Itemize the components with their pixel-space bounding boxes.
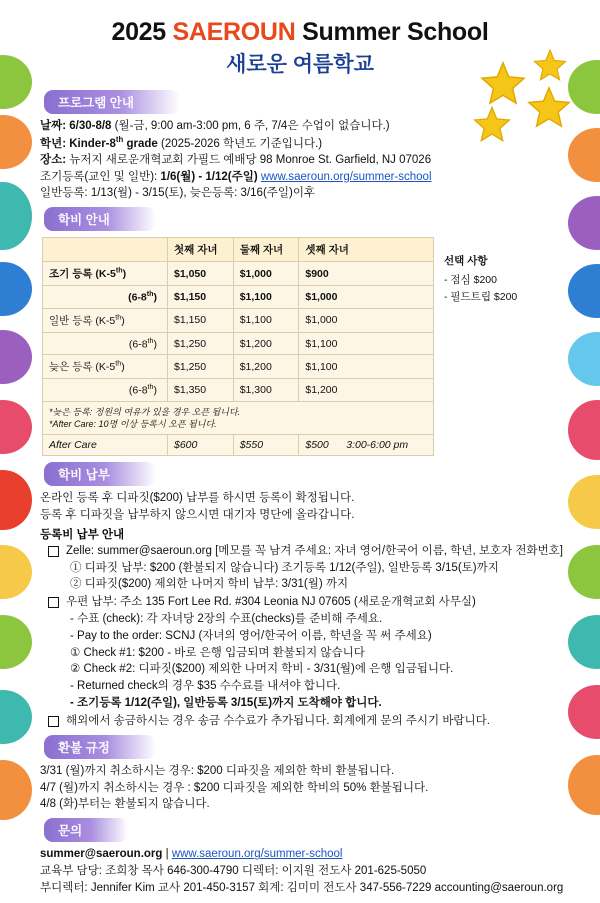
table-note-row [43,401,434,434]
row-value: $1,250 [168,355,234,379]
payment-intro-1: 온라인 등록 후 디파짓($200) 납부를 하시면 등록이 확정됩니다. [40,492,355,505]
overseas-line: 해외에서 송금하시는 경우 송금 수수료가 추가됩니다. 회계에게 문의 주시기 바랍니다. [66,714,490,727]
program-grade-line: 학년: Kinder-8th grade (2025-2026 학년도 기준입니다.) [40,135,323,151]
row-value: $1,000 [299,286,434,309]
mail-detail-check2: ② Check #2: 디파짓($200) 제외한 나머지 학비 - 3/31(월)에 은행 입금됩니다. [70,663,454,676]
row-value: $1,200 [233,332,299,355]
row-label: 조기 등록 (K-5th) [43,262,168,286]
optional-item-lunch: - 점심 $200 [444,274,497,287]
row-value: $1,150 [168,308,234,332]
row-value: $1,100 [233,286,299,309]
aftercare-value: $600 [168,435,234,456]
row-value: $1,100 [233,308,299,332]
refund-line-3: 4/8 (화)부터는 환불되지 않습니다. [40,798,210,811]
section-heading-program: 프로그램 안내 [44,90,180,114]
mail-detail-check: - 수표 (check): 각 자녀당 2장의 수표(checks)를 준비해 주세요. [70,612,383,625]
refund-line-1: 3/31 (월)까지 취소하시는 경우: $200 디파짓을 제외한 학비 환불됩니다. [40,765,395,778]
program-details [30,118,570,201]
row-label: (6-8th) [43,379,168,402]
contact-email[interactable]: summer@saeroun.org [40,848,163,861]
contact-email-line: summer@saeroun.org | www.saeroun.org/summer-school [40,848,343,861]
payment-method-zelle [40,543,570,560]
contact-line-2: 부디렉터: Jennifer Kim 교사 201-450-3157 회계: 김미미 전도사 347-556-7229 accounting@saeroun.org [40,881,564,894]
table-notes [43,401,434,434]
title-line-korean: 새로운 여름학교 [226,53,374,76]
note-aftercare: *After Care: 10명 이상 등록시 오픈 됩니다. [49,419,217,430]
row-value: $1,000 [233,262,299,286]
refund-line-2: 4/7 (월)까지 취소하시는 경우 : $200 디파짓을 제외한 학비의 50% 환불됩니다. [40,781,429,794]
row-label: (6-8th) [43,332,168,355]
checkbox-icon[interactable] [48,597,59,608]
table-header-row [43,238,434,262]
zelle-step-1: ① 디파짓 납부: $200 (환불되지 않습니다) 조기등록 1/12(주일), 일반등록 3/15(토)까지 [70,561,499,574]
row-value: $1,200 [233,355,299,379]
note-late-registration: *늦은 등록: 정원의 여유가 있을 경우 오픈 됩니다. [49,406,241,417]
payment-details [30,490,570,524]
tuition-table [42,237,434,456]
aftercare-label: After Care [43,435,168,456]
program-early-line: 조기등록(교인 및 일반): 1/6(월) - 1/12(주일) www.saeroun.org/summer-school [40,170,432,183]
row-value: $1,100 [299,332,434,355]
payment-method-overseas [40,713,570,730]
row-value: $1,200 [299,379,434,402]
table-row [43,308,434,332]
row-label: 늦은 등록 (K-5th) [43,355,168,379]
table-row [43,262,434,286]
program-place-line: 장소: 뉴저지 새로운개혁교회 가필드 예배당 98 Monroe St. Garfield, NJ 07026 [40,154,432,167]
table-row [43,286,434,309]
optional-items [444,237,517,305]
checkbox-icon[interactable] [48,546,59,557]
col-blank [43,238,168,262]
row-value: $900 [299,262,434,286]
optional-item-fieldtrip: - 필드트립 $200 [444,291,518,304]
col-first-child: 첫째 자녀 [168,238,234,262]
row-value: $1,000 [299,308,434,332]
mail-detail-payee: - Pay to the order: SCNJ (자녀의 영어/한국어 이름, 학년을 꼭 써 주세요) [70,629,432,642]
row-value: $1,150 [168,286,234,309]
summer-school-link[interactable]: www.saeroun.org/summer-school [260,170,432,183]
col-third-child: 셋째 자녀 [299,238,434,262]
table-row [43,332,434,355]
aftercare-value: $500 3:00-6:00 pm [299,435,434,456]
col-second-child: 둘째 자녀 [233,238,299,262]
section-heading-payment: 학비 납부 [44,462,156,486]
row-label: (6-8th) [43,286,168,309]
row-value: $1,250 [168,332,234,355]
payment-sub-heading: 등록비 납부 안내 [40,528,125,541]
row-value: $1,050 [168,262,234,286]
row-label: 일반 등록 (K-5th) [43,308,168,332]
section-heading-contact: 문의 [44,818,128,842]
row-value: $1,350 [168,379,234,402]
zelle-step-2: ② 디파짓($200) 제외한 나머지 학비 납부: 3/31(월) 까지 [70,578,349,591]
payment-intro-2: 등록 후 디파짓을 납부하지 않으시면 대기자 명단에 올라갑니다. [40,509,355,522]
section-heading-refund: 환불 규정 [44,735,156,759]
mail-detail-check1: ① Check #1: $200 - 바로 은행 입금되며 환불되지 않습니다 [70,646,365,659]
title-line-english: 2025 SAEROUN Summer School [111,18,489,46]
table-row [43,355,434,379]
tuition-area [30,237,570,456]
contact-line-1: 교육부 담당: 조희창 목사 646-300-4790 디렉터: 이지원 전도사 201-625-5050 [40,865,427,878]
aftercare-row [43,435,434,456]
mail-detail-deadline: - 조기등록 1/12(주일), 일반등록 3/15(토)까지 도착해야 합니다. [70,696,382,709]
page-title [30,18,570,78]
row-value: $1,300 [233,379,299,402]
checkbox-icon[interactable] [48,716,59,727]
payment-method-mail [40,594,570,611]
contact-website-link[interactable]: www.saeroun.org/summer-school [171,848,343,861]
mail-line: 우편 납부: 주소 135 Fort Lee Rd. #304 Leonia NJ 07605 (새로운개혁교회 사무실) [66,596,476,609]
aftercare-value: $550 [233,435,299,456]
optional-heading: 선택 사항 [444,255,488,268]
section-heading-tuition: 학비 안내 [44,207,156,231]
contact-details [30,846,570,896]
program-date-line: 날짜: 6/30-8/8 (월-금, 9:00 am-3:00 pm, 6 주, 7/4은 수업이 없습니다.) [40,120,390,132]
payment-methods [30,543,570,730]
program-general-line: 일반등록: 1/13(월) - 3/15(토), 늦은등록: 3/16(주일)이후 [40,187,316,200]
table-row [43,379,434,402]
zelle-line: Zelle: summer@saeroun.org [메모를 꼭 남겨 주세요: 자녀 영어/한국어 이름, 학년, 보호자 전화번호] [66,544,563,557]
refund-details [30,763,570,812]
mail-detail-returned: - Returned check의 경우 $35 수수료를 내셔야 합니다. [70,680,341,693]
row-value: $1,100 [299,355,434,379]
